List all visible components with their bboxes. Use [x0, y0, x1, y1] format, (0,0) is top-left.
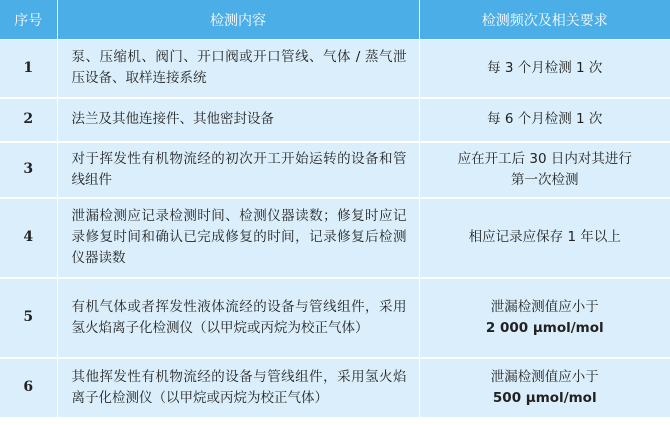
row-content: 泄漏检测应记录检测时间、检测仪器读数；修复时应记录修复时间和确认已完成修复的时间，记录修复后检测仪器读数 [57, 198, 419, 278]
requirement-line: 应在开工后 30 日内对其进行 [457, 150, 632, 167]
header-serial-number: 序号 [0, 0, 57, 40]
requirement-line: 相应记录应保存 1 年以上 [468, 229, 621, 245]
row-requirement [419, 358, 670, 418]
requirement-line: 第一次检测 [511, 171, 579, 188]
row-content: 泵、压缩机、阀门、开口阀或开口管线、气体 / 蒸气泄压设备、取样连接系统 [57, 40, 419, 98]
requirement-line: 500 μmol/mol [492, 389, 597, 406]
row-number: 3 [0, 142, 57, 198]
row-number: 6 [0, 358, 57, 418]
row-requirement [419, 198, 670, 278]
table-row [0, 198, 670, 278]
row-requirement [419, 98, 670, 142]
requirement-line: 2 000 μmol/mol [485, 319, 604, 336]
requirement-line: 每 6 个月检测 1 次 [487, 111, 603, 127]
requirement-line: 泄漏检测值应小于 [490, 368, 599, 385]
row-requirement [419, 40, 670, 98]
row-content: 对于挥发性有机物流经的初次开工开始运转的设备和管线组件 [57, 142, 419, 198]
row-content: 法兰及其他连接件、其他密封设备 [57, 98, 419, 142]
table-row [0, 278, 670, 358]
header-detection-content: 检测内容 [57, 0, 419, 40]
table-row [0, 142, 670, 198]
row-number: 5 [0, 278, 57, 358]
table-header-row [0, 0, 670, 40]
requirement-line: 每 3 个月检测 1 次 [487, 59, 603, 76]
requirement-line: 泄漏检测值应小于 [490, 298, 599, 315]
row-content: 其他挥发性有机物流经的设备与管线组件，采用氢火焰离子化检测仪（以甲烷或丙烷为校正气体） [57, 358, 419, 418]
row-requirement [419, 142, 670, 198]
row-number: 2 [0, 98, 57, 142]
header-frequency-requirements: 检测频次及相关要求 [419, 0, 670, 40]
table-row [0, 40, 670, 98]
table-row [0, 358, 670, 418]
row-number: 1 [0, 40, 57, 98]
table-row [0, 98, 670, 142]
row-number: 4 [0, 198, 57, 278]
row-content: 有机气体或者挥发性液体流经的设备与管线组件，采用氢火焰离子化检测仪（以甲烷或丙烷为校正气体） [57, 278, 419, 358]
row-requirement [419, 278, 670, 358]
